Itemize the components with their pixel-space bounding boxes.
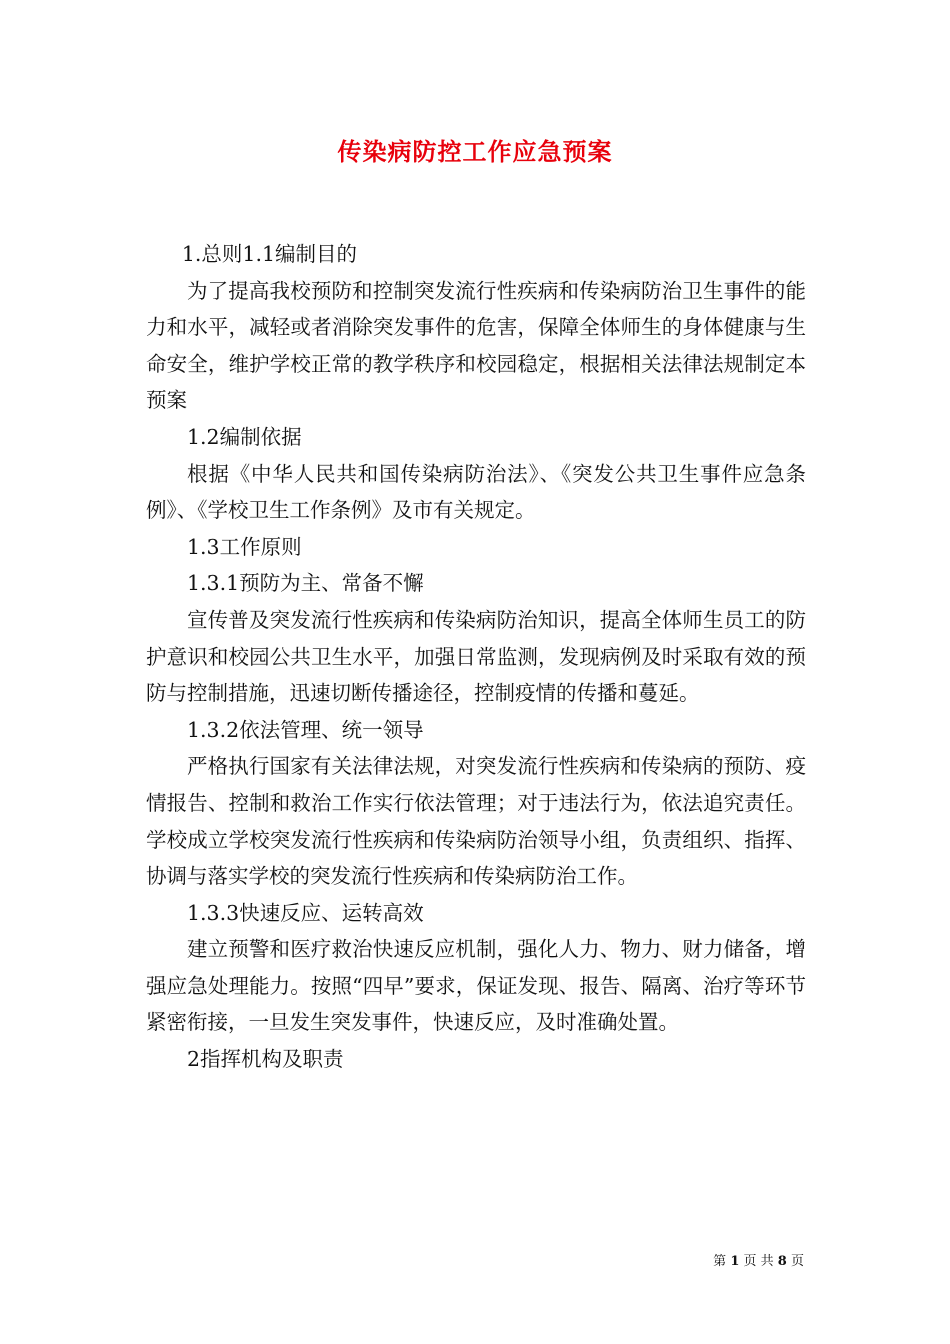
section-heading: 1.3.1预防为主、常备不懈	[187, 571, 424, 596]
section-heading: 1.3工作原则	[187, 534, 302, 559]
paragraph: 为了提高我校预防和控制突发流行性疾病和传染病防治卫生事件的能力和水平，减轻或者消除突发事件的危害，保障全体师生的身体健康与生命安全，维护学校正常的教学秩序和校园稳定，根据相关法律法规制定本预案	[146, 278, 806, 413]
paragraph: 根据《中华人民共和国传染病防治法》、《突发公共卫生事件应急条例》、《学校卫生工作条例》及市有关规定。	[146, 461, 806, 523]
paragraph: 严格执行国家有关法律法规，对突发流行性疾病和传染病的预防、疫情报告、控制和救治工作实行依法管理；对于违法行为，依法追究责任。学校成立学校突发流行性疾病和传染病防治领导小组，负责组织、指挥、协调与落实学校的突发流行性疾病和传染病防治工作。	[146, 754, 806, 889]
paragraph: 建立预警和医疗救治快速反应机制，强化人力、物力、财力储备，增强应急处理能力。按照“四早”要求，保证发现、报告、隔离、治疗等环节紧密衔接，一旦发生突发事件，快速反应，及时准确处置。	[146, 937, 806, 1035]
footer-page-number: 1	[730, 1254, 740, 1269]
section-heading: 1.3.2依法管理、统一领导	[187, 717, 424, 742]
section-heading: 1.总则1.1编制目的	[181, 242, 358, 266]
document-body	[146, 236, 806, 1078]
section-heading: 1.3.3快速反应、运转高效	[187, 900, 424, 925]
section-heading: 2指挥机构及职责	[187, 1047, 344, 1072]
footer-suffix: 页	[790, 1254, 804, 1269]
document-title: 传染病防控工作应急预案	[337, 137, 613, 166]
section-heading: 1.2编制依据	[187, 424, 302, 449]
footer-middle: 页 共	[743, 1254, 774, 1269]
footer-total-pages: 8	[777, 1254, 787, 1269]
paragraph: 宣传普及突发流行性疾病和传染病防治知识，提高全体师生员工的防护意识和校园公共卫生水平，加强日常监测，发现病例及时采取有效的预防与控制措施，迅速切断传播途径，控制疫情的传播和蔓延。	[146, 607, 806, 706]
page-footer	[713, 1250, 804, 1269]
footer-prefix: 第	[713, 1254, 727, 1269]
